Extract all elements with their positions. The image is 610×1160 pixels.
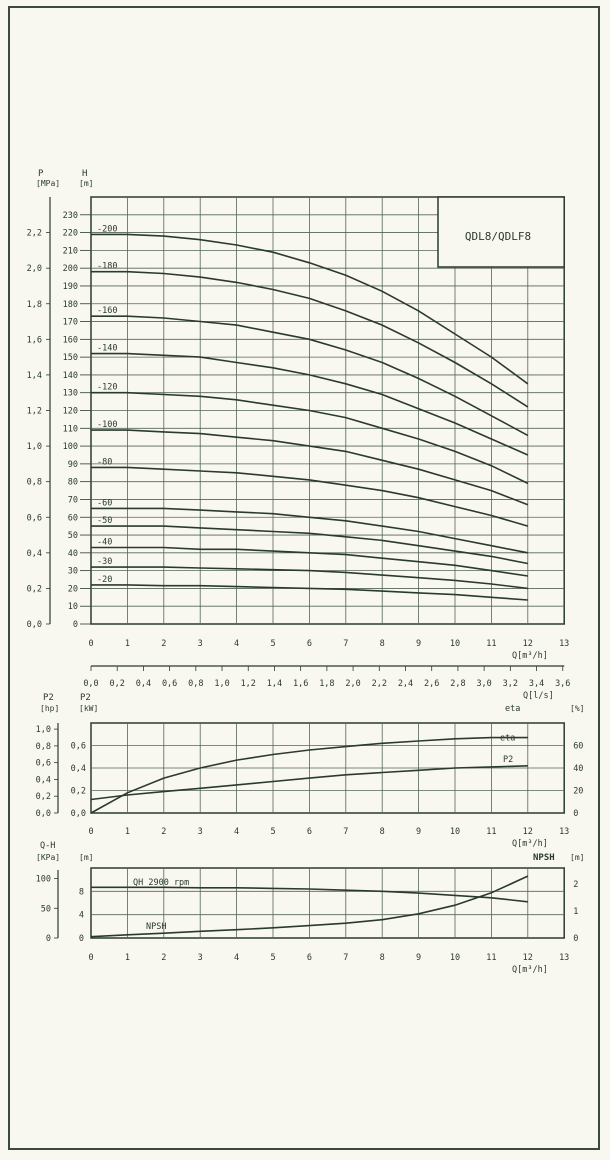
y-axis-name-h: H: [82, 169, 88, 179]
x-tick-label: 9: [416, 827, 422, 837]
x-tick-label: 5: [270, 953, 276, 963]
p2-kw-name: P2: [80, 693, 91, 703]
x2-axis-label: Q[l/s]: [523, 691, 554, 701]
series-label: -60: [97, 498, 113, 509]
x-tick-label: 6: [306, 827, 312, 837]
x2-tick-label: 2,2: [371, 679, 387, 689]
chart-title: QDL8/QDLF8: [464, 230, 532, 243]
x-tick-label: 10: [449, 953, 461, 963]
x-tick-label: 0: [88, 827, 94, 837]
x2-tick-label: 1,2: [240, 679, 256, 689]
x-axis-label: Q[m³/h]: [512, 839, 548, 849]
x-tick-label: 0: [88, 953, 94, 963]
x-tick-label: 2: [161, 639, 167, 649]
x-tick-label: 3: [197, 953, 203, 963]
npsh-axis-unit: [m]: [570, 853, 585, 862]
x2-tick-label: 3,6: [555, 679, 571, 689]
x-axis-label: Q[m³/h]: [512, 965, 548, 975]
y-tick-label: 210: [62, 246, 78, 257]
eta-tick-label: 0: [573, 809, 579, 819]
y-tick-label: 90: [67, 459, 78, 470]
series-label: -180: [97, 261, 118, 272]
qh-series-label: QH 2900 rpm: [133, 878, 190, 888]
kw-tick-label: 0,6: [70, 741, 86, 752]
y-tick-label: 230: [62, 210, 78, 221]
y-tick-label: 30: [67, 566, 78, 577]
x-tick-label: 11: [486, 953, 497, 963]
x-tick-label: 4: [234, 639, 240, 649]
eta-series-label: eta: [500, 733, 516, 744]
y-tick-label: 50: [67, 531, 78, 542]
y-tick-label: 200: [62, 264, 78, 275]
kpa-axis-unit: [KPa]: [36, 853, 61, 862]
x2-tick-label: 3,0: [476, 679, 492, 689]
qh-axis-name: Q-H: [40, 841, 56, 851]
eta-tick-label: 40: [573, 764, 584, 774]
y-tick-label: 20: [67, 584, 78, 595]
x-tick-label: 12: [522, 827, 533, 837]
y-tick-label: 140: [62, 370, 78, 381]
x-tick-label: 1: [124, 639, 130, 649]
series-label: -40: [97, 537, 113, 548]
kw-tick-label: 0,4: [70, 764, 86, 774]
eta-axis-name: eta: [505, 704, 521, 714]
series-label: -120: [97, 382, 118, 393]
x2-tick-label: 1,0: [214, 679, 230, 689]
eta-tick-label: 60: [573, 741, 584, 752]
x-tick-label: 11: [486, 827, 497, 837]
x2-tick-label: 2,0: [345, 679, 361, 689]
npsh-tick-label: 0: [573, 934, 579, 944]
y-tick-label: 220: [62, 228, 78, 239]
kpa-tick-label: 0: [45, 934, 51, 944]
npsh-tick-label: 1: [573, 907, 579, 918]
series-label: -80: [97, 457, 113, 468]
p2-kw-unit: [kW]: [79, 704, 99, 713]
x-axis-label: Q[m³/h]: [512, 651, 548, 661]
p-tick-label: 0,6: [26, 513, 42, 524]
x-tick-label: 6: [306, 953, 312, 963]
y-tick-label: 100: [62, 442, 78, 453]
series-label: -140: [97, 343, 118, 354]
series-label: -50: [97, 516, 113, 527]
y-tick-label: 120: [62, 406, 78, 417]
p-tick-label: 0,0: [26, 620, 42, 630]
x-tick-label: 9: [416, 639, 422, 649]
x2-tick-label: 3,2: [502, 679, 519, 689]
x-tick-label: 13: [559, 639, 570, 649]
x2-tick-label: 3,4: [528, 679, 545, 689]
y-tick-label: 160: [62, 335, 78, 346]
p-tick-label: 1,2: [26, 406, 42, 417]
x-tick-label: 12: [522, 639, 533, 649]
p-axis-name: P: [38, 169, 44, 179]
x2-tick-label: 0,4: [135, 679, 152, 689]
x-tick-label: 8: [379, 827, 385, 837]
x-tick-label: 13: [559, 827, 570, 837]
p2-series-label: P2: [503, 754, 514, 765]
y-tick-label: 130: [62, 388, 78, 399]
y-tick-label: 60: [67, 513, 78, 524]
x-tick-label: 13: [559, 953, 570, 963]
y-tick-label: 80: [67, 477, 78, 488]
x2-tick-label: 0,8: [188, 679, 204, 689]
x-tick-label: 7: [343, 827, 349, 837]
x-tick-label: 9: [416, 953, 422, 963]
x-tick-label: 8: [379, 953, 385, 963]
x2-tick-label: 2,6: [424, 679, 440, 689]
hp-tick-label: 0,0: [35, 809, 51, 819]
y-tick-label: 0: [72, 620, 78, 630]
p-tick-label: 1,0: [26, 442, 42, 453]
y-tick-label: 110: [62, 424, 78, 435]
x2-tick-label: 0,6: [161, 679, 178, 689]
x-tick-label: 7: [343, 639, 349, 649]
x-tick-label: 8: [379, 639, 385, 649]
kpa-tick-label: 100: [35, 874, 51, 885]
series-label: -100: [97, 420, 118, 431]
y-tick-label: 40: [67, 548, 78, 559]
hp-tick-label: 1,0: [35, 725, 51, 736]
x2-tick-label: 2,8: [450, 679, 466, 689]
y-tick-label: 10: [67, 602, 78, 613]
kw-tick-label: 0,0: [70, 809, 86, 819]
x-tick-label: 2: [161, 953, 167, 963]
x2-tick-label: 0,2: [109, 679, 125, 689]
x-tick-label: 10: [449, 639, 461, 649]
p-tick-label: 2,2: [26, 228, 42, 239]
p-tick-label: 1,6: [26, 335, 42, 346]
x-tick-label: 5: [270, 639, 276, 649]
m-tick-label: 8: [78, 887, 84, 898]
npsh-series-label: NPSH: [146, 922, 167, 932]
series-label: -20: [97, 574, 113, 585]
x-tick-label: 3: [197, 827, 203, 837]
y-tick-label: 180: [62, 299, 78, 310]
p-tick-label: 0,8: [26, 477, 42, 488]
x-tick-label: 12: [522, 953, 533, 963]
p2-hp-unit: [hp]: [40, 704, 60, 713]
p-tick-label: 0,4: [26, 548, 42, 559]
y-axis-unit-m: [m]: [79, 179, 94, 188]
x-tick-label: 3: [197, 639, 203, 649]
y-tick-label: 190: [62, 281, 78, 292]
x-tick-label: 4: [234, 827, 240, 837]
x2-tick-label: 1,6: [292, 679, 309, 689]
x-tick-label: 11: [486, 639, 497, 649]
eta-tick-label: 20: [573, 786, 584, 797]
series-label: -200: [97, 224, 118, 235]
npsh-tick-label: 2: [573, 880, 579, 891]
x-tick-label: 4: [234, 953, 240, 963]
y-tick-label: 70: [67, 495, 78, 506]
p-tick-label: 2,0: [26, 264, 42, 275]
x2-tick-label: 1,8: [319, 679, 335, 689]
x-tick-label: 1: [124, 953, 130, 963]
x-tick-label: 10: [449, 827, 461, 837]
kpa-tick-label: 50: [40, 904, 51, 915]
x-tick-label: 2: [161, 827, 167, 837]
p-tick-label: 0,2: [26, 584, 42, 595]
m-axis-unit: [m]: [79, 853, 94, 862]
series-label: -160: [97, 306, 118, 317]
p-tick-label: 1,4: [26, 370, 42, 381]
m-tick-label: 4: [78, 910, 84, 921]
kw-tick-label: 0,2: [70, 786, 86, 797]
x-tick-label: 5: [270, 827, 276, 837]
m-tick-label: 0: [78, 934, 84, 944]
hp-tick-label: 0,2: [35, 792, 51, 803]
npsh-axis-name: NPSH: [533, 853, 555, 863]
y-tick-label: 170: [62, 317, 78, 328]
x-tick-label: 1: [124, 827, 130, 837]
p2-hp-name: P2: [43, 693, 54, 703]
x-tick-label: 0: [88, 639, 94, 649]
x2-tick-label: 2,4: [397, 679, 414, 689]
hp-tick-label: 0,8: [35, 741, 51, 752]
hp-tick-label: 0,4: [35, 775, 51, 786]
x2-tick-label: 1,4: [266, 679, 283, 689]
series-label: -30: [97, 557, 113, 568]
p-tick-label: 1,8: [26, 299, 42, 310]
y-tick-label: 150: [62, 353, 78, 364]
eta-axis-unit: [%]: [570, 704, 585, 713]
hp-tick-label: 0,6: [35, 758, 51, 769]
x2-tick-label: 0,0: [83, 679, 99, 689]
x-tick-label: 7: [343, 953, 349, 963]
p-axis-unit: [MPa]: [36, 179, 61, 188]
x-tick-label: 6: [306, 639, 312, 649]
